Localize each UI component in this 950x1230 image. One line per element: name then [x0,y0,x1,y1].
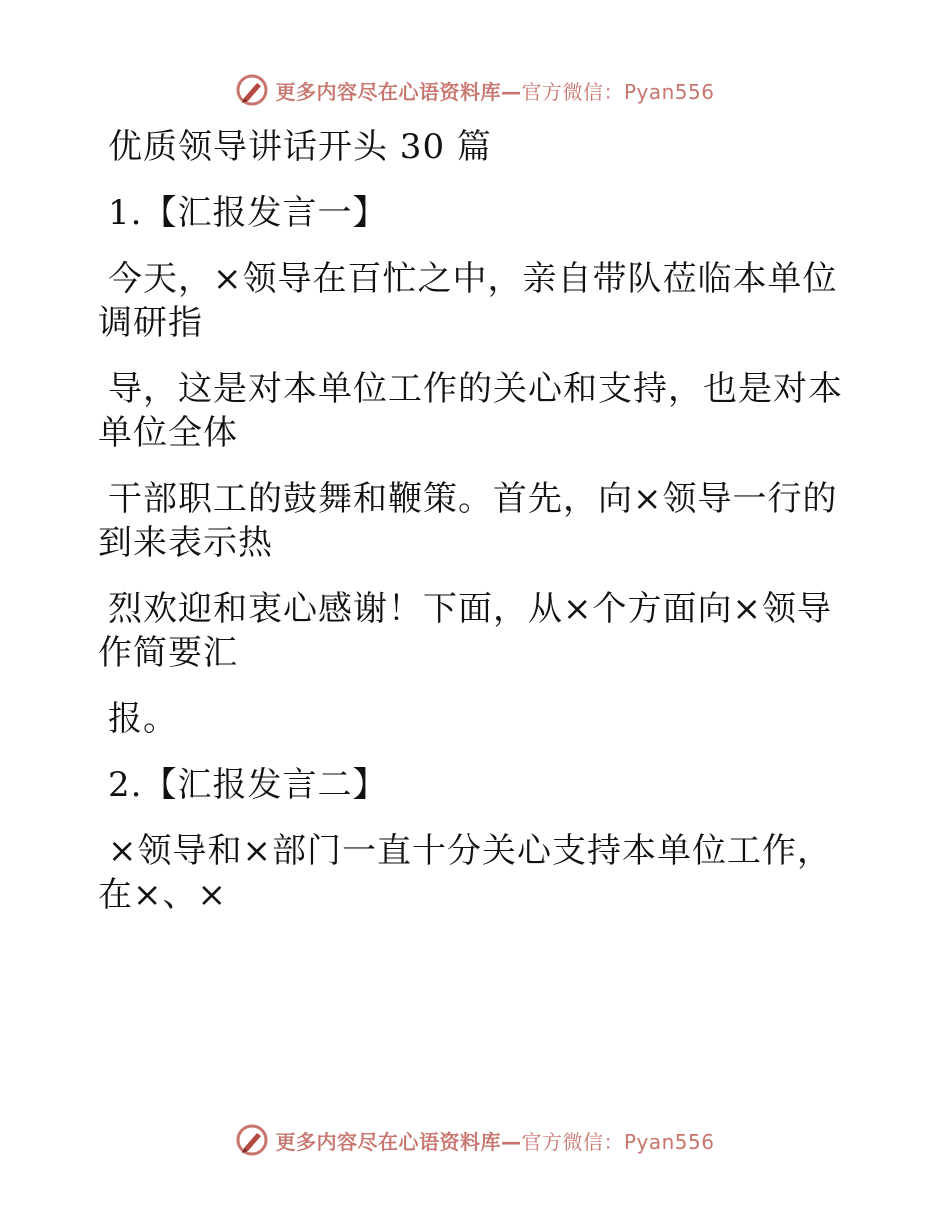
paragraph: 报。 [108,699,178,739]
pen-logo-icon [235,1123,269,1157]
paragraph: 导，这是对本单位工作的关心和支持，也是对本 单位全体 [98,369,843,453]
paragraph: 1.【汇报发言一】 [108,193,388,233]
paragraph: 烈欢迎和衷心感谢！下面，从×个方面向×领导 作简要汇 [98,589,832,673]
header-watermark [0,70,950,110]
paragraph: 干部职工的鼓舞和鞭策。首先，向×领导一行的 到来表示热 [98,479,838,563]
paragraph: 今天，×领导在百忙之中，亲自带队莅临本单位 调研指 [98,259,838,343]
document-title: 优质领导讲话开头 30 篇 [108,127,492,167]
paragraph: 2.【汇报发言二】 [108,765,388,805]
paragraph: ×领导和×部门一直十分关心支持本单位工作， 在×、× [98,831,832,915]
pen-logo-icon [235,73,269,107]
footer-watermark [0,1120,950,1160]
watermark-text: 更多内容尽在心语资料库—官方微信：Pyan556 [275,79,715,104]
document-body [98,120,843,917]
watermark-text: 更多内容尽在心语资料库—官方微信：Pyan556 [275,1129,715,1154]
